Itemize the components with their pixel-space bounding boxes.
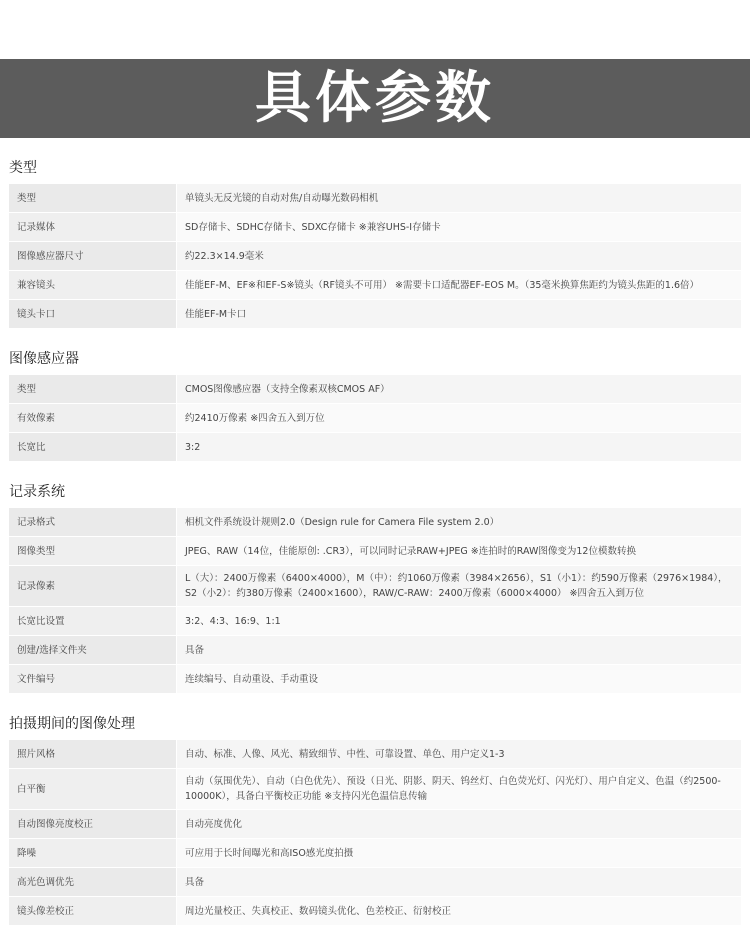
row-value: 自动亮度优化 (177, 810, 742, 839)
row-label: 自动图像亮度校正 (9, 810, 177, 839)
row-value: 单镜头无反光镜的自动对焦/自动曝光数码相机 (177, 184, 742, 213)
page-title: 具体参数 (255, 65, 495, 131)
row-label: 文件编号 (9, 665, 177, 694)
row-label: 记录媒体 (9, 213, 177, 242)
row-value: 约22.3×14.9毫米 (177, 242, 742, 271)
row-value: 3:2 (177, 433, 742, 462)
table-row (9, 839, 742, 868)
row-value: 相机文件系统设计规则2.0（Design rule for Camera File system 2.0） (177, 508, 742, 537)
section-title: 图像感应器 (9, 351, 79, 367)
table-row (9, 213, 742, 242)
table-row (9, 433, 742, 462)
row-value: 3:2、4:3、16:9、1:1 (177, 607, 742, 636)
row-value: 约2410万像素 ※四舍五入到万位 (177, 404, 742, 433)
section-title: 拍摄期间的图像处理 (9, 716, 135, 732)
row-label: 有效像素 (9, 404, 177, 433)
row-value: JPEG、RAW（14位，佳能原创: .CR3），可以同时记录RAW+JPEG ※连拍时的RAW图像变为12位模数转换 (177, 537, 742, 566)
row-label: 图像类型 (9, 537, 177, 566)
table-row (9, 404, 742, 433)
row-label: 记录格式 (9, 508, 177, 537)
row-label: 镜头卡口 (9, 300, 177, 329)
row-value: 自动、标准、人像、风光、精致细节、中性、可靠设置、单色、用户定义1-3 (177, 740, 742, 769)
row-label: 长宽比 (9, 433, 177, 462)
table-row (9, 242, 742, 271)
row-value: SD存储卡、SDHC存储卡、SDXC存储卡 ※兼容UHS-I存储卡 (177, 213, 742, 242)
row-value: 周边光量校正、失真校正、数码镜头优化、色差校正、衍射校正 (177, 897, 742, 926)
spec-table (8, 183, 742, 329)
table-row (9, 508, 742, 537)
row-label: 图像感应器尺寸 (9, 242, 177, 271)
table-row (9, 636, 742, 665)
table-row (9, 897, 742, 926)
spec-table (8, 507, 742, 694)
table-row (9, 375, 742, 404)
section-title: 类型 (9, 160, 37, 176)
row-label: 类型 (9, 184, 177, 213)
row-value: 自动（氛围优先）、自动（白色优先）、预设（日光、阴影、阴天、钨丝灯、白色荧光灯、闪光灯）、用户自定义、色温（约2500-10000K），具备白平衡校正功能 ※支持闪光色温信息传输 (177, 769, 742, 810)
row-label: 兼容镜头 (9, 271, 177, 300)
section-image-processing (0, 710, 750, 926)
spec-table (8, 739, 742, 926)
table-row (9, 184, 742, 213)
row-value: 具备 (177, 868, 742, 897)
row-label: 长宽比设置 (9, 607, 177, 636)
table-row (9, 740, 742, 769)
row-value: CMOS图像感应器（支持全像素双核CMOS AF） (177, 375, 742, 404)
table-row (9, 537, 742, 566)
table-row (9, 607, 742, 636)
row-value: 佳能EF-M卡口 (177, 300, 742, 329)
row-label: 照片风格 (9, 740, 177, 769)
spec-table (8, 374, 742, 462)
row-label: 记录像素 (9, 566, 177, 607)
table-row (9, 810, 742, 839)
row-label: 镜头像差校正 (9, 897, 177, 926)
row-label: 类型 (9, 375, 177, 404)
table-row (9, 769, 742, 810)
row-label: 白平衡 (9, 769, 177, 810)
section-recording-system (0, 478, 750, 694)
section-image-sensor (0, 345, 750, 462)
table-row (9, 868, 742, 897)
header-banner (0, 59, 750, 138)
table-row (9, 665, 742, 694)
row-label: 降噪 (9, 839, 177, 868)
row-value: 可应用于长时间曝光和高ISO感光度拍摄 (177, 839, 742, 868)
table-row (9, 300, 742, 329)
row-label: 高光色调优先 (9, 868, 177, 897)
section-type (0, 154, 750, 329)
section-title: 记录系统 (9, 484, 65, 500)
row-value: L（大）：2400万像素（6400×4000），M（中）：约1060万像素（3984×2656），S1（小1）：约590万像素（2976×1984），S2（小2）：约380万像素（2400×1600），RAW/C-RAW：2400万像素（6000×4000） ※四舍五入到万位 (177, 566, 742, 607)
table-row (9, 566, 742, 607)
row-value: 连续编号、自动重设、手动重设 (177, 665, 742, 694)
row-value: 佳能EF-M、EF※和EF-S※镜头（RF镜头不可用） ※需要卡口适配器EF-EOS M。（35毫米换算焦距约为镜头焦距的1.6倍） (177, 271, 742, 300)
row-value: 具备 (177, 636, 742, 665)
row-label: 创建/选择文件夹 (9, 636, 177, 665)
top-spacer (0, 0, 750, 59)
table-row (9, 271, 742, 300)
